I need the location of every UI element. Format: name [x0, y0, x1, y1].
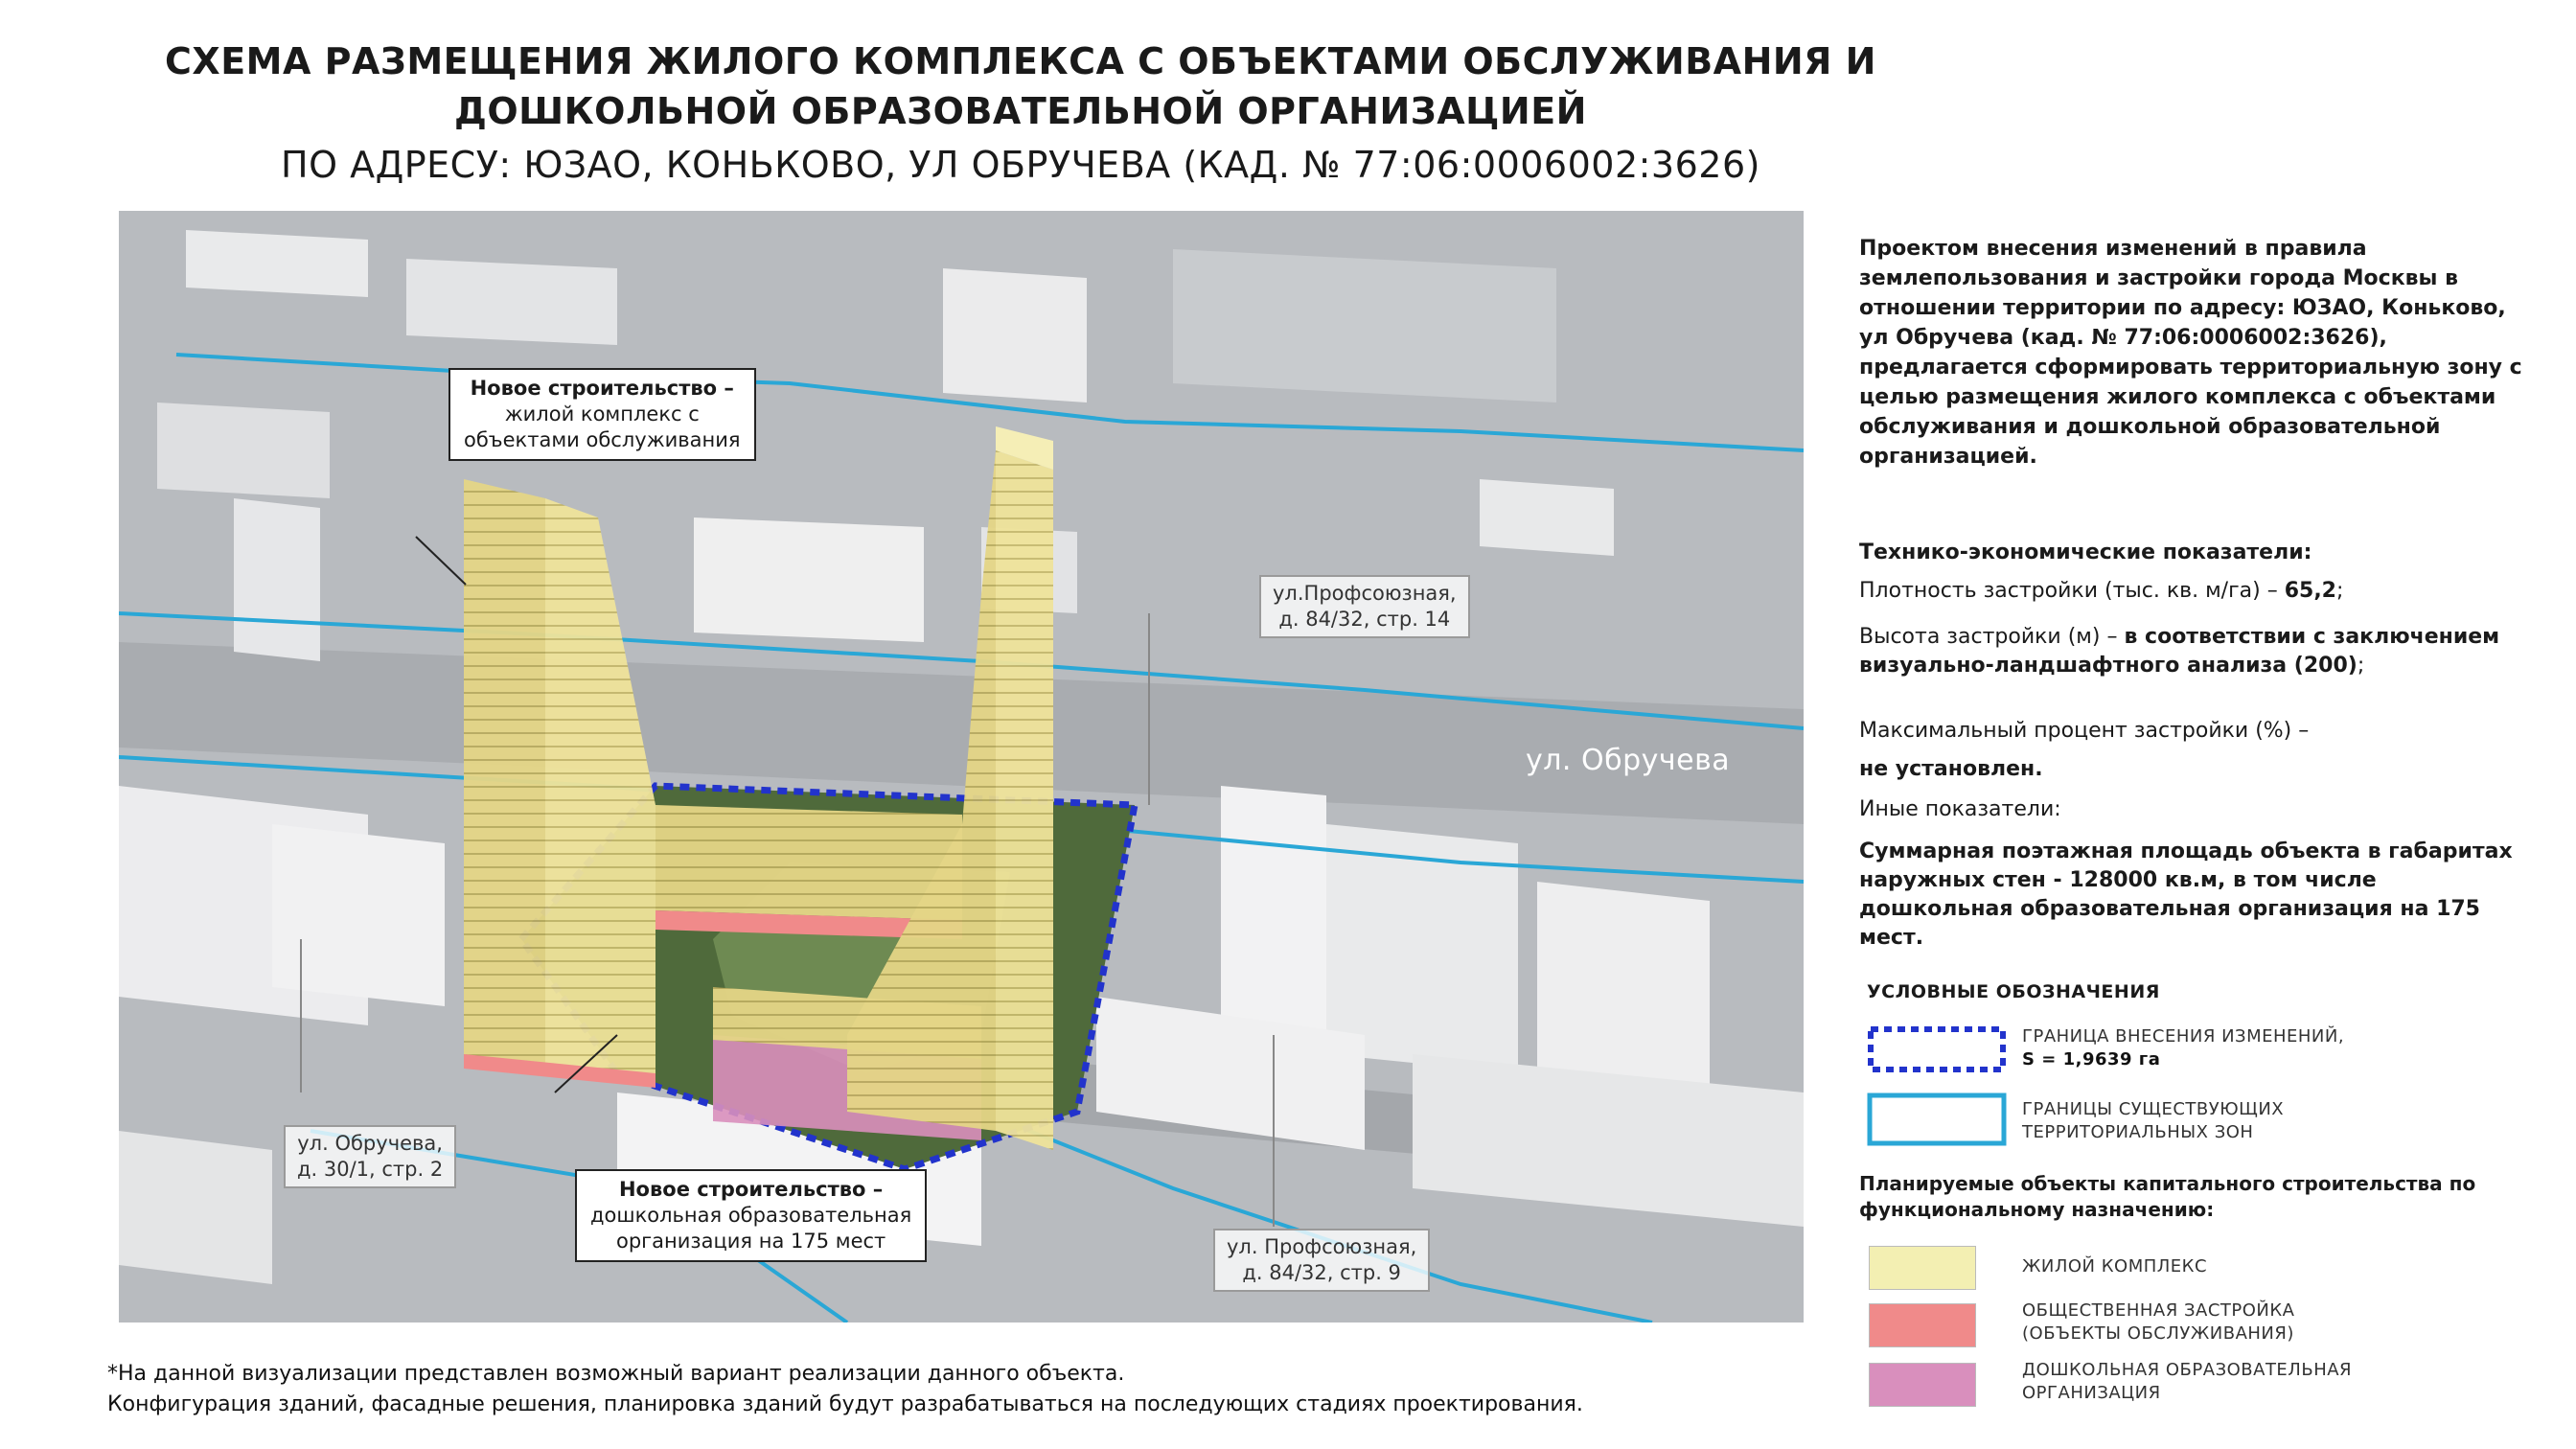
tep-heading: Технико-экономические показатели: — [1859, 540, 2312, 564]
address-label: ул.Профсоюзная, д. 84/32, стр. 14 — [1259, 575, 1470, 638]
building — [186, 230, 368, 297]
intro-text: Проектом внесения изменений в правила землепользования и застройки города Москвы в отношении территории по адресу: ЮЗАО, Коньково, ул Обручева (кад. № 77:06:0006002:3626), предлагается сформировать территориальную зону с целью размещения жилого комплекса с объектами обслуживания и дошкольной образовательной организацией. — [1859, 237, 2522, 469]
callout-school-title: Новое строительство – — [618, 1178, 884, 1201]
footnote-line-2: Конфигурация зданий, фасадные решения, планировка зданий будут разрабатываться на последующих стадиях проектирования. — [107, 1392, 1583, 1416]
legend-school-swatch — [1869, 1363, 1976, 1407]
podium — [656, 805, 962, 920]
building — [157, 402, 330, 498]
legend-public-swatch — [1869, 1303, 1976, 1347]
title-line-1: СХЕМА РАЗМЕЩЕНИЯ ЖИЛОГО КОМПЛЕКСА С ОБЪЕКТАМИ ОБСЛУЖИВАНИЯ И — [165, 40, 1876, 82]
callout-residential-line3: объектами обслуживания — [464, 428, 741, 451]
address-label: ул. Обручева, д. 30/1, стр. 2 — [284, 1125, 456, 1188]
planned-heading: Планируемые объекты капитального строительства по функциональному назначению: — [1859, 1172, 2476, 1221]
legend-zones-label: ГРАНИЦЫ СУЩЕСТВУЮЩИХ ТЕРРИТОРИАЛЬНЫХ ЗОН — [2022, 1099, 2285, 1142]
street-label: ул. Обручева — [1526, 744, 1731, 777]
building — [1221, 786, 1326, 1035]
page-subtitle: ПО АДРЕСУ: ЮЗАО, КОНЬКОВО, УЛ ОБРУЧЕВА (КАД. № 77:06:0006002:3626) — [281, 144, 1760, 186]
legend-residential-swatch — [1869, 1246, 1976, 1290]
legend-boundary-symbol — [1867, 1025, 2007, 1073]
callout-residential-title: Новое строительство – — [470, 377, 734, 400]
callout-residential-line2: жилой комплекс с — [504, 402, 700, 426]
footnote-line-1: *На данной визуализации представлен возможный вариант реализации данного объекта. — [107, 1362, 1125, 1386]
building — [694, 518, 924, 642]
building — [272, 824, 445, 1006]
legend-boundary-label: ГРАНИЦА ВНЕСЕНИЯ ИЗМЕНЕНИЙ, S = 1,9639 га — [2022, 1026, 2345, 1070]
legend-public-label: ОБЩЕСТВЕННАЯ ЗАСТРОЙКА (ОБЪЕКТЫ ОБСЛУЖИВАНИЯ) — [2022, 1300, 2295, 1344]
indicator-coverage: Максимальный процент застройки (%) – — [1859, 719, 2310, 743]
indicator-coverage-value: не установлен. — [1859, 757, 2043, 781]
tower-left-side — [464, 479, 545, 1073]
site-visualization — [119, 211, 1804, 1322]
building — [943, 268, 1087, 402]
building — [234, 498, 320, 661]
callout-residential — [448, 368, 756, 461]
callout-school-line2: дошкольная образовательная — [590, 1204, 912, 1227]
callout-school-line3: организация на 175 мест — [615, 1230, 886, 1253]
title-line-2: ДОШКОЛЬНОЙ ОБРАЗОВАТЕЛЬНОЙ ОРГАНИЗАЦИЕЙ — [454, 90, 1587, 132]
indicator-other-value: Суммарная поэтажная площадь объекта в габаритах наружных стен - 128000 кв.м, в том числе дошкольная образовательная организация на 175 мест. — [1859, 840, 2513, 950]
indicator-density: Плотность застройки (тыс. кв. м/га) – 65,2; — [1859, 579, 2344, 603]
page-title — [0, 36, 2041, 136]
address-label: ул. Профсоюзная, д. 84/32, стр. 9 — [1213, 1229, 1430, 1292]
callout-school — [575, 1169, 927, 1262]
building — [406, 259, 617, 345]
legend-heading: УСЛОВНЫЕ ОБОЗНАЧЕНИЯ — [1867, 981, 2160, 1002]
indicator-other: Иные показатели: — [1859, 797, 2061, 821]
footnote — [107, 1359, 1583, 1420]
building — [1480, 479, 1614, 556]
building — [1173, 249, 1556, 402]
legend-zones-symbol — [1867, 1092, 2007, 1146]
indicator-height: Высота застройки (м) – в соответствии с заключением визуально-ландшафтного анализа (200); — [1859, 625, 2500, 678]
legend-school-label: ДОШКОЛЬНАЯ ОБРАЗОВАТЕЛЬНАЯ ОРГАНИЗАЦИЯ — [2022, 1360, 2353, 1403]
legend-residential-label: ЖИЛОЙ КОМПЛЕКС — [2022, 1256, 2208, 1276]
tower-right-side — [996, 450, 1053, 1150]
building — [119, 1131, 272, 1284]
